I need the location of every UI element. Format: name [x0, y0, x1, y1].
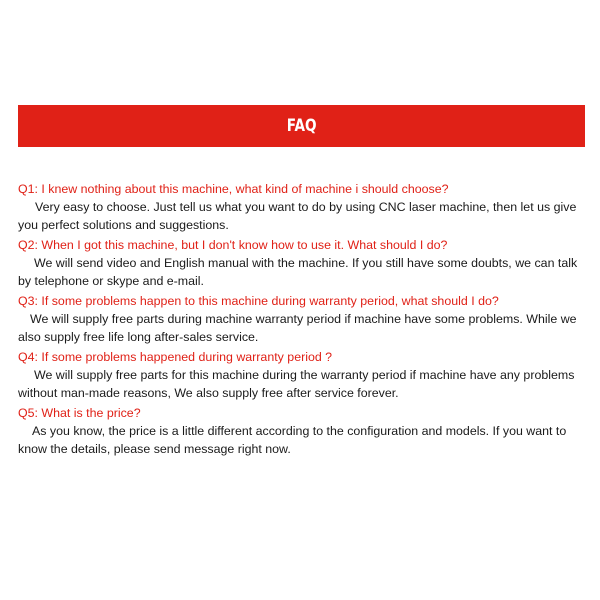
faq-item — [18, 292, 588, 346]
faq-question: Q4: If some problems happened during warranty period ? — [18, 350, 333, 364]
faq-question: Q1: I knew nothing about this machine, what kind of machine i should choose? — [18, 182, 449, 196]
faq-answer: As you know, the price is a little different according to the configuration and models. If you want to know the details, please send message right now. — [18, 424, 567, 456]
faq-answer: Very easy to choose. Just tell us what you want to do by using CNC laser machine, then let us give you perfect solutions and suggestions. — [18, 200, 577, 232]
faq-question: Q3: If some problems happen to this machine during warranty period, what should I do? — [18, 294, 499, 308]
faq-item — [18, 404, 588, 458]
faq-answer: We will send video and English manual with the machine. If you still have some doubts, we can talk by telephone or skype and e-mail. — [18, 256, 578, 288]
faq-item — [18, 180, 588, 234]
faq-item — [18, 348, 588, 402]
faq-list — [18, 180, 588, 460]
faq-item — [18, 236, 588, 290]
faq-answer: We will supply free parts during machine warranty period if machine have some problems. While we also supply free life long after-sales service. — [18, 312, 577, 344]
faq-banner — [18, 105, 585, 147]
faq-answer: We will supply free parts for this machine during the warranty period if machine have any problems without man-made reasons, We also supply free after service forever. — [18, 368, 575, 400]
faq-title: FAQ — [286, 116, 317, 136]
faq-question: Q5: What is the price? — [18, 406, 141, 420]
faq-question: Q2: When I got this machine, but I don't know how to use it. What should I do? — [18, 238, 448, 252]
